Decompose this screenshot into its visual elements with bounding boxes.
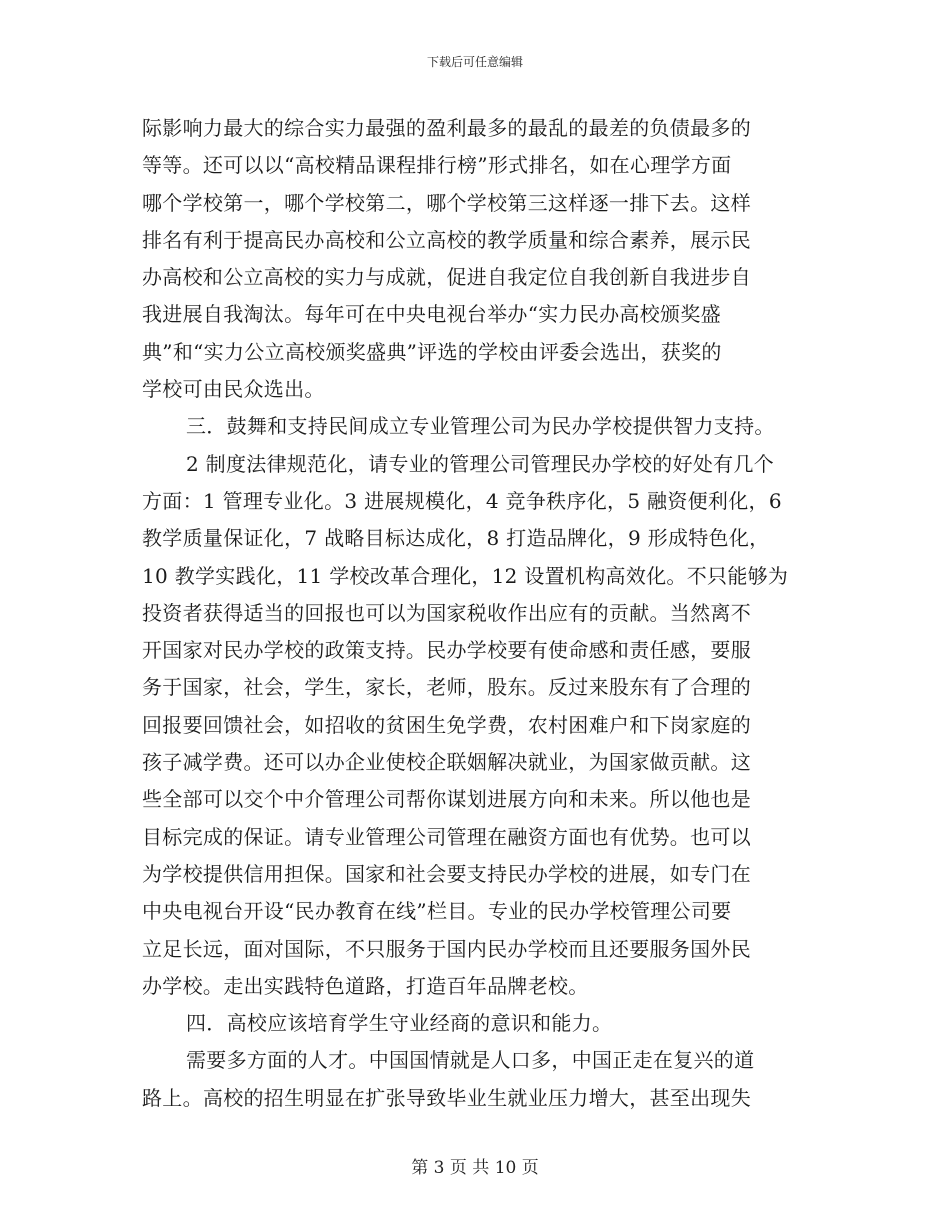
text-line: 教学质量保证化，7 战略目标达成化，8 打造品牌化，9 形成特色化，: [142, 526, 770, 551]
text-line: 务于国家，社会，学生，家长，老师，股东。反过来股东有了合理的: [142, 675, 751, 700]
text-line: 办学校。走出实践特色道路，打造百年品牌老校。: [142, 973, 589, 998]
text-line: 投资者获得适当的回报也可以为国家税收作出应有的贡献。当然离不: [142, 600, 751, 625]
text-line: 2 制度法律规范化，请专业的管理公司管理民办学校的好处有几个: [186, 451, 775, 476]
text-line: 四．高校应该培育学生守业经商的意识和能力。: [186, 1011, 613, 1036]
text-line: 方面：1 管理专业化。3 进展规模化，4 竞争秩序化，5 融资便利化，6: [142, 488, 782, 513]
text-line: 际影响力最大的综合实力最强的盈利最多的最乱的最差的负债最多的: [142, 116, 751, 140]
text-line: 开国家对民办学校的政策支持。民办学校要有使命感和责任感，要服: [142, 638, 751, 663]
text-line: 回报要回馈社会，如招收的贫困生免学费，农村困难户和下岗家庭的: [142, 712, 751, 737]
text-line: 学校可由民众选出。: [142, 377, 325, 402]
text-line: 孩子减学费。还可以办企业使校企联姻解决就业，为国家做贡献。这: [142, 750, 751, 775]
text-line: 三．鼓舞和支持民间成立专业管理公司为民办学校提供智力支持。: [186, 414, 775, 439]
text-line: 10 教学实践化，11 学校改革合理化，12 设置机构高效化。不只能够为: [142, 563, 789, 588]
text-line: 典”和“实力公立高校颁奖盛典”评选的学校由评委会选出，获奖的: [142, 339, 722, 364]
text-line: 等等。还可以以“高校精品课程排行榜”形式排名，如在心理学方面: [142, 153, 732, 178]
text-line: 排名有利于提高民办高校和公立高校的教学质量和综合素养，展示民: [142, 227, 751, 252]
text-line: 立足长远，面对国际，不只服务于国内民办学校而且还要服务国外民: [142, 936, 751, 961]
text-line: 我进展自我淘汰。每年可在中央电视台举办“实力民办高校颁奖盛: [142, 302, 721, 327]
document-body: [142, 110, 810, 1117]
page-header: 下载后可任意编辑: [426, 55, 523, 69]
text-line: 哪个学校第一，哪个学校第二，哪个学校第三这样逐一排下去。这样: [142, 190, 751, 215]
text-line: 目标完成的保证。请专业管理公司管理在融资方面也有优势。也可以: [142, 824, 751, 849]
text-line: 为学校提供信用担保。国家和社会要支持民办学校的进展，如专门在: [142, 861, 751, 886]
page-footer: 第 3 页 共 10 页: [411, 1158, 539, 1178]
text-line: 需要多方面的人才。中国国情就是人口多，中国正走在复兴的道: [186, 1048, 755, 1073]
text-line: 办高校和公立高校的实力与成就，促进自我定位自我创新自我进步自: [142, 265, 751, 290]
text-line: 些全部可以交个中介管理公司帮你谋划进展方向和未来。所以他也是: [142, 787, 751, 812]
text-line: 路上。高校的招生明显在扩张导致毕业生就业压力增大，甚至出现失: [142, 1085, 751, 1110]
text-line: 中央电视台开设“民办教育在线”栏目。专业的民办学校管理公司要: [142, 899, 732, 924]
